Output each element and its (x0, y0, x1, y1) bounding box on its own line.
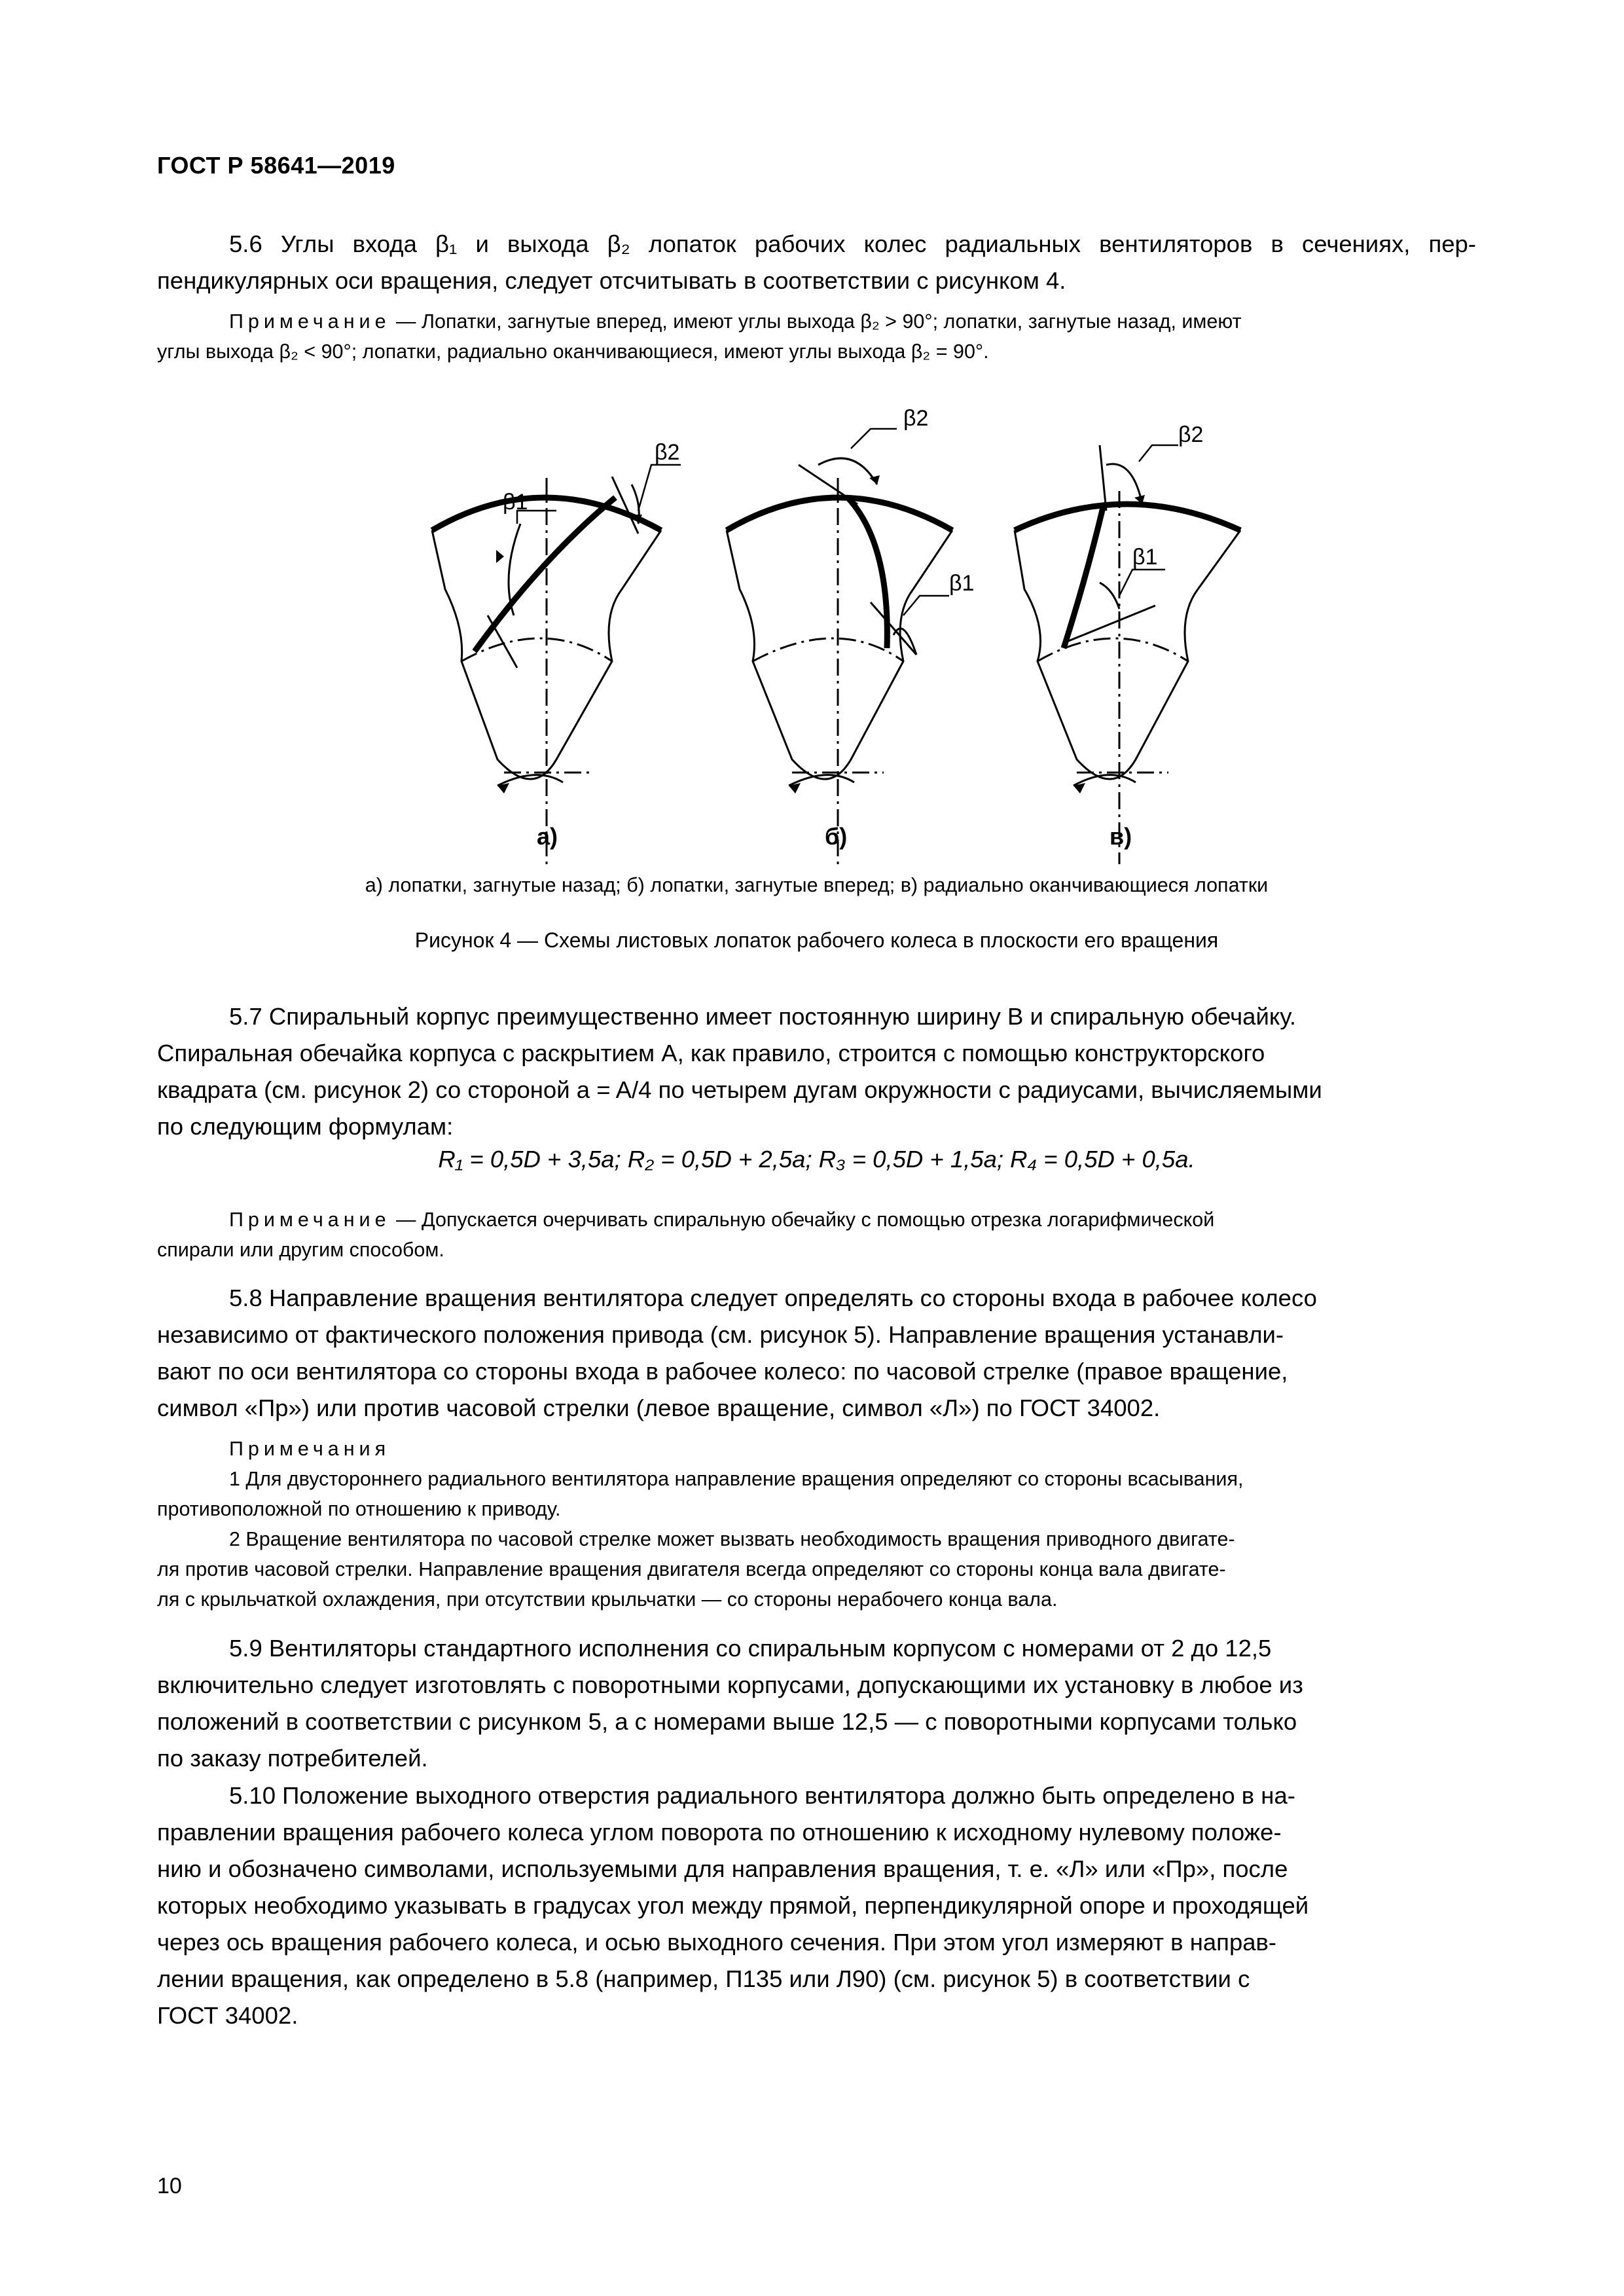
note-label: Примечание (229, 1209, 391, 1231)
note-text: углы выхода β₂ < 90°; лопатки, радиально оканчивающиеся, имеют углы выхода β₂ = 90°. (157, 340, 989, 363)
beta1-label-a: β1 (503, 490, 528, 515)
paragraph-5-10 (157, 1777, 1476, 2034)
notes-5-8 (157, 1434, 1476, 1614)
note-text: 1 Для двустороннего радиального вентилятора направление вращения определяют со стороны всасывания, (229, 1468, 1244, 1490)
paragraph-line: по следующим формулам: (157, 1113, 454, 1140)
impeller-sketch-b (727, 429, 952, 864)
paragraph-line: положений в соответствии с рисунком 5, а с номерами выше 12,5 — с поворотными корпусами только (157, 1708, 1297, 1735)
beta2-label-v: β2 (1178, 422, 1204, 447)
document-header: ГОСТ Р 58641—2019 (157, 152, 395, 179)
beta1-label-v: β1 (1132, 545, 1158, 570)
figure-4-diagram (406, 393, 1257, 864)
page-number: 10 (157, 2174, 182, 2198)
note-text: 2 Вращение вентилятора по часовой стрелке может вызвать необходимость вращения приводного двигате- (229, 1528, 1235, 1550)
impeller-sketch-a (432, 465, 681, 864)
figure-label-v: в) (1110, 823, 1132, 850)
paragraph-line: включительно следует изготовлять с поворотными корпусами, допускающими их установку в любое из (157, 1671, 1303, 1698)
figure-subcaption: а) лопатки, загнутые назад; б) лопатки, загнутые вперед; в) радиально оканчивающиеся лопатки (365, 874, 1269, 896)
paragraph-5-6 (157, 226, 1476, 299)
note-label: Примечание (229, 310, 391, 333)
paragraph-line: независимо от фактического положения привода (см. рисунок 5). Направление вращения устанавли- (157, 1321, 1284, 1348)
paragraph-line: 5.8 Направление вращения вентилятора следует определять со стороны входа в рабочее колесо (229, 1285, 1317, 1311)
paragraph-line: правлении вращения рабочего колеса углом поворота по отношению к исходному нулевому положе- (157, 1819, 1282, 1846)
paragraph-line: 5.6 Углы входа β₁ и выхода β₂ лопаток рабочих колес радиальных вентиляторов в сечениях, пер- (229, 230, 1476, 257)
note-text: ля против часовой стрелки. Направление вращения двигателя всегда определяют со стороны конца вала двигате- (157, 1558, 1226, 1580)
paragraph-line: нию и обозначено символами, используемыми для направления вращения, т. е. «Л» или «Пр», после (157, 1855, 1288, 1882)
paragraph-line: которых необходимо указывать в градусах угол между прямой, перпендикулярной опоре и проходящей (157, 1892, 1309, 1919)
note-text: — Лопатки, загнутые вперед, имеют углы выхода β₂ > 90°; лопатки, загнутые назад, имеют (390, 310, 1242, 333)
paragraph-line: 5.10 Положение выходного отверстия радиального вентилятора должно быть определено в на- (229, 1782, 1295, 1809)
note-5-6 (157, 306, 1476, 367)
paragraph-line: символ «Пр») или против часовой стрелки (левое вращение, символ «Л») по ГОСТ 34002. (157, 1394, 1161, 1421)
beta1-label-b: β1 (949, 571, 975, 596)
note-5-7 (157, 1205, 1476, 1265)
paragraph-5-9 (157, 1630, 1476, 1777)
paragraph-line: 5.7 Спиральный корпус преимущественно имеет постоянную ширину В и спиральную обечайку. (229, 1003, 1296, 1030)
paragraph-line: 5.9 Вентиляторы стандартного исполнения со спиральным корпусом с номерами от 2 до 12,5 (229, 1635, 1272, 1662)
paragraph-5-8 (157, 1280, 1476, 1427)
paragraph-line: вают по оси вентилятора со стороны входа в рабочее колесо: по часовой стрелке (правое вращение, (157, 1358, 1288, 1385)
radius-formula: R₁ = 0,5D + 3,5a; R₂ = 0,5D + 2,5a; R₃ = 0,5D + 1,5a; R₄ = 0,5D + 0,5a. (438, 1146, 1195, 1173)
note-text: — Допускается очерчивать спиральную обечайку с помощью отрезка логарифмической (390, 1209, 1215, 1231)
paragraph-line: лении вращения, как определено в 5.8 (например, П135 или Л90) (см. рисунок 5) в соответствии с (157, 1965, 1250, 1992)
beta2-label-a: β2 (655, 440, 680, 465)
figure-label-b: б) (825, 823, 848, 850)
note-text: ля с крыльчаткой охлаждения, при отсутствии крыльчатки — со стороны нерабочего конца вала. (157, 1588, 1058, 1611)
paragraph-line: ГОСТ 34002. (157, 2002, 298, 2029)
notes-label: Примечания (229, 1438, 391, 1460)
impeller-sketch-v (1015, 445, 1240, 864)
paragraph-line: по заказу потребителей. (157, 1745, 428, 1772)
beta2-label-b: β2 (903, 406, 929, 431)
figure-label-a: а) (537, 823, 558, 850)
paragraph-line: через ось вращения рабочего колеса, и осью выходного сечения. При этом угол измеряют в направ- (157, 1929, 1277, 1956)
paragraph-5-7 (157, 998, 1476, 1145)
note-text: противоположной по отношению к приводу. (157, 1498, 561, 1520)
note-text: спирали или другим способом. (157, 1239, 444, 1261)
paragraph-line: Спиральная обечайка корпуса с раскрытием A, как правило, строится с помощью конструкторского (157, 1040, 1265, 1066)
figure-caption: Рисунок 4 — Схемы листовых лопаток рабочего колеса в плоскости его вращения (414, 928, 1219, 952)
paragraph-line: пендикулярных оси вращения, следует отсчитывать в соответствии с рисунком 4. (157, 267, 1066, 294)
paragraph-line: квадрата (см. рисунок 2) со стороной a = A/4 по четырем дугам окружности с радиусами, вычисляемыми (157, 1076, 1322, 1103)
